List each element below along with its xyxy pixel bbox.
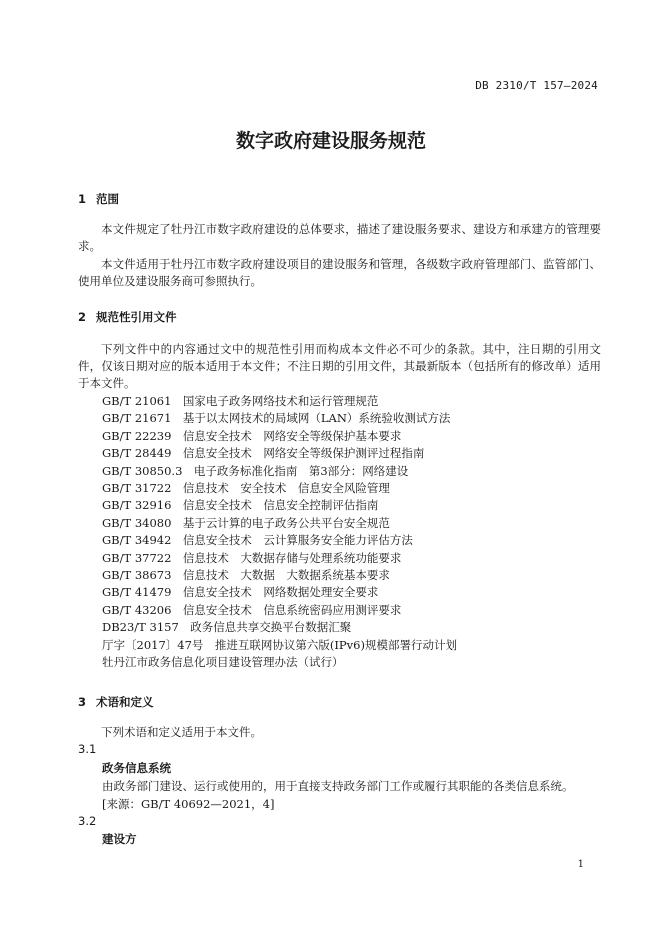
section-2-number: 2 — [78, 310, 87, 324]
page-number: 1 — [577, 859, 584, 870]
section-3-title: 术语和定义 — [96, 695, 154, 709]
reference-item: GB/T 34080 基于云计算的电子政务公共平台安全规范 — [102, 515, 390, 530]
reference-item: GB/T 32916 信息安全技术 信息安全控制评估指南 — [102, 498, 379, 513]
reference-item: GB/T 21671 基于以太网技术的局域网（LAN）系统验收测试方法 — [102, 411, 451, 426]
terms-intro: 下列术语和定义适用于本文件。 — [101, 725, 262, 739]
reference-item: GB/T 22239 信息安全技术 网络安全等级保护基本要求 — [102, 428, 402, 443]
reference-item: GB/T 43206 信息安全技术 信息系统密码应用测评要求 — [102, 602, 402, 617]
reference-item: DB23/T 3157 政务信息共享交换平台数据汇聚 — [102, 620, 352, 635]
term-3-1: 政务信息系统 — [102, 761, 171, 775]
section-1-title: 范围 — [96, 192, 119, 206]
reference-item: 厅字〔2017〕47号 推进互联网协议第六版(IPv6)规模部署行动计划 — [102, 637, 457, 652]
reference-item: GB/T 21061 国家电子政务网络技术和运行管理规范 — [102, 394, 379, 408]
clause-3-2-number: 3.2 — [78, 814, 97, 828]
reference-list — [102, 393, 457, 672]
document-title: 数字政府建设服务规范 — [235, 130, 426, 152]
reference-item: GB/T 41479 信息安全技术 网络数据处理安全要求 — [102, 585, 379, 600]
reference-item: GB/T 37722 信息技术 大数据存储与处理系统功能要求 — [102, 550, 402, 565]
reference-item: GB/T 34942 信息安全技术 云计算服务安全能力评估方法 — [102, 533, 413, 548]
section-3-heading — [78, 694, 154, 710]
normative-intro: 下列文件中的内容通过文中的规范性引用而构成本文件必不可少的条款。其中，注日期的引用文件，仅该日期对应的版本适用于本文件；不注日期的引用文件，其最新版本（包括所有的修改单）适用于本文件。 — [78, 342, 601, 390]
reference-item: GB/T 31722 信息技术 安全技术 信息安全风险管理 — [102, 481, 390, 496]
section-1-heading — [78, 191, 119, 207]
reference-item: 牡丹江市政务信息化项目建设管理办法（试行） — [102, 655, 344, 670]
scope-paragraph-1: 本文件规定了牡丹江市数字政府建设的总体要求，描述了建设服务要求、建设方和承建方的管理要求。 — [78, 222, 601, 253]
section-2-heading — [78, 309, 177, 325]
clause-3-1-number: 3.1 — [78, 742, 97, 756]
scope-paragraph-2: 本文件适用于牡丹江市数字政府建设项目的建设服务和管理，各级数字政府管理部门、监管部门、使用单位及建设服务商可参照执行。 — [78, 257, 601, 288]
term-3-2: 建设方 — [102, 832, 137, 846]
term-3-1-source: [来源：GB/T 40692—2021，4] — [102, 797, 275, 811]
document-code: DB 2310/T 157—2024 — [475, 79, 598, 92]
reference-item: GB/T 38673 信息技术 大数据 大数据系统基本要求 — [102, 568, 390, 583]
section-3-number: 3 — [78, 695, 87, 709]
reference-item: GB/T 28449 信息安全技术 网络安全等级保护测评过程指南 — [102, 446, 425, 461]
section-2-title: 规范性引用文件 — [96, 310, 177, 324]
term-3-1-definition: 由政务部门建设、运行或使用的，用于直接支持政务部门工作或履行其职能的各类信息系统。 — [102, 779, 574, 793]
section-1-number: 1 — [78, 192, 87, 206]
reference-item: GB/T 30850.3 电子政务标准化指南 第3部分：网络建设 — [102, 463, 409, 478]
